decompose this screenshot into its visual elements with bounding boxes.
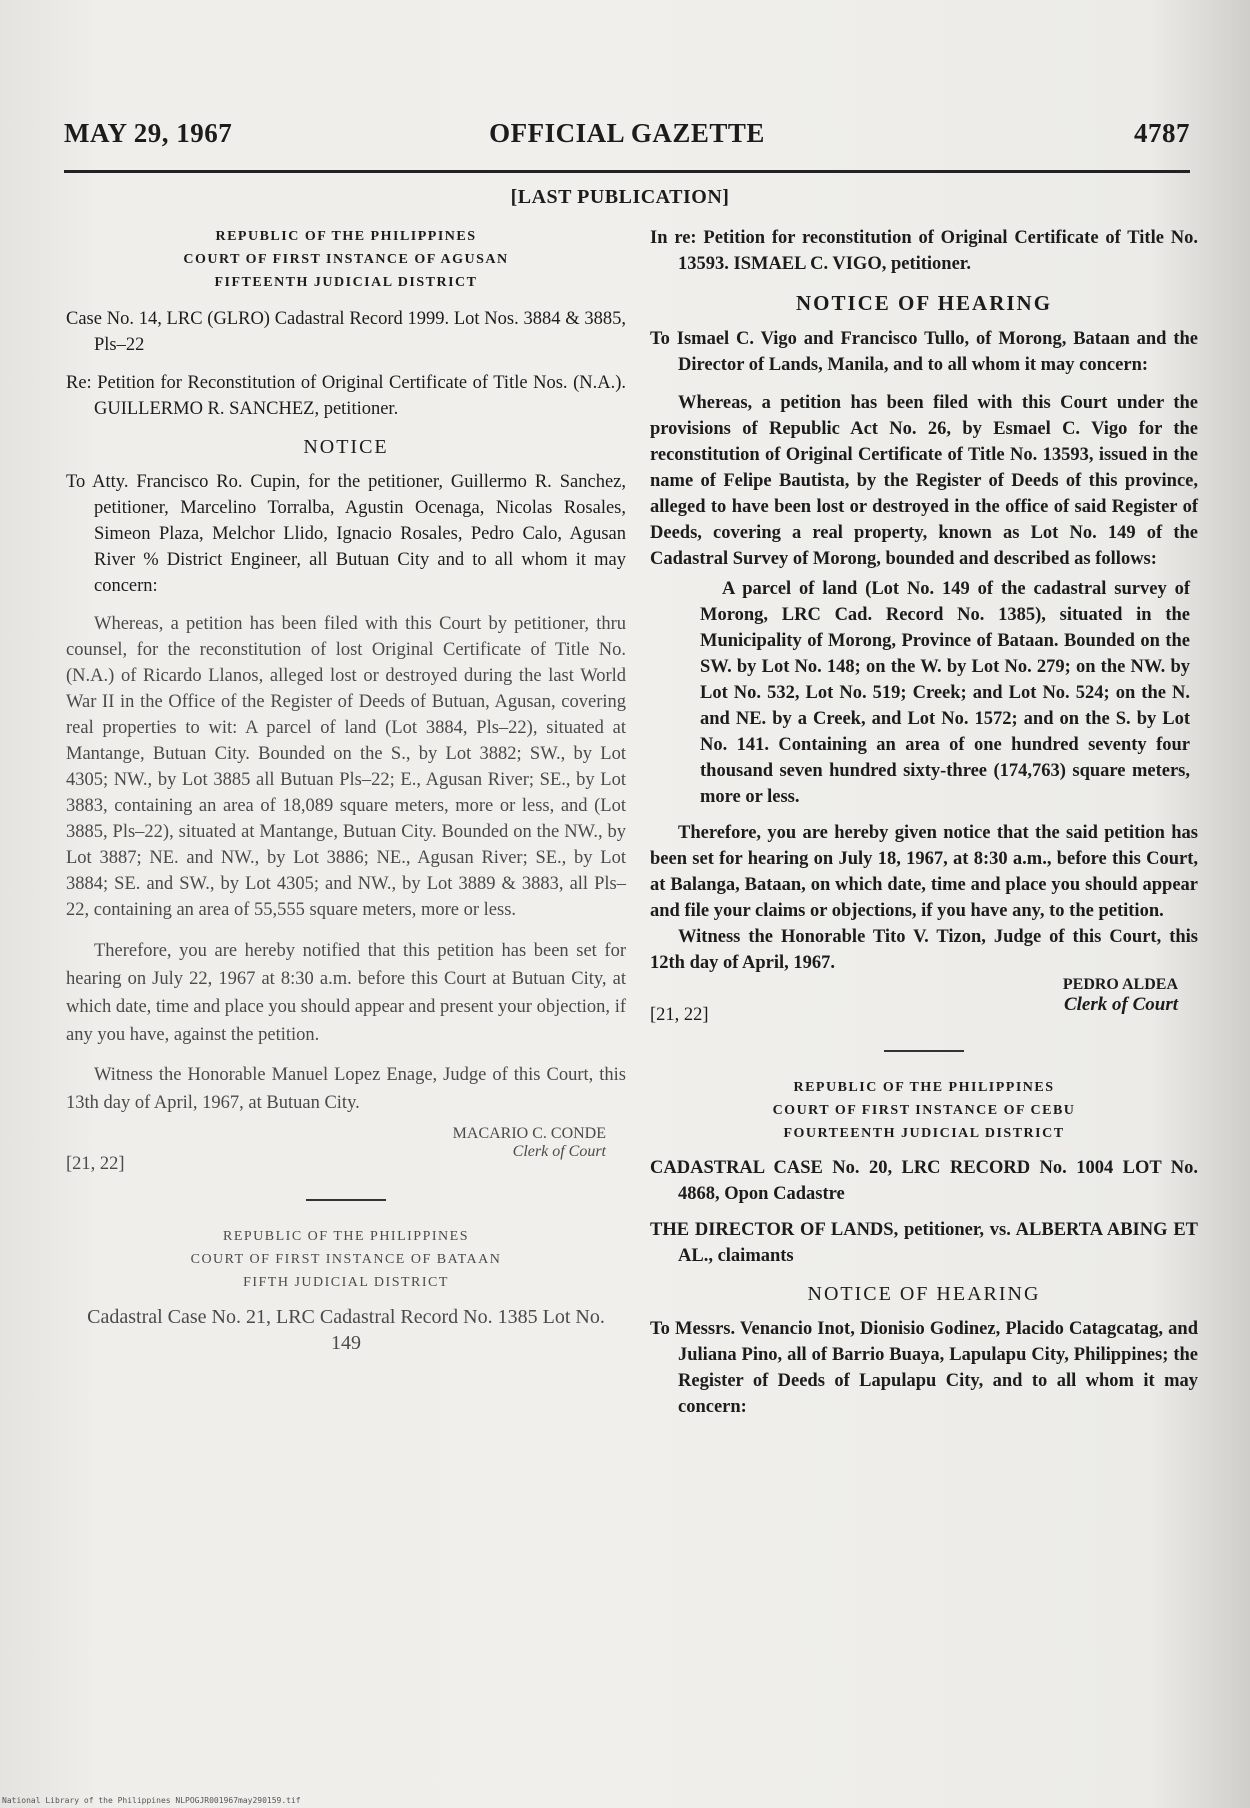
case-line-bataan: Cadastral Case No. 21, LRC Cadastral Record No. 1385 Lot No. 149	[87, 1306, 605, 1354]
notice-of-hearing-title-cebu: NOTICE OF HEARING	[807, 1283, 1041, 1305]
re-line: Re: Petition for Reconstitution of Original Certificate of Title Nos. (N.A.). GUILLERMO R. SANCHEZ, petitioner.	[66, 373, 626, 419]
case-line-cebu: CADASTRAL CASE No. 20, LRC RECORD No. 1004 LOT No. 4868, Opon Cadastre	[650, 1158, 1198, 1204]
therefore-paragraph-right: Therefore, you are hereby given notice that the said petition has been set for hearing on July 18, 1967, at 8:30 a.m., before this Court, at Balanga, Bataan, on which date, time and place you should appear and file your claims or objections, if you have any, to the petition.	[650, 823, 1198, 921]
scan-footer: National Library of the Philippines NLPOGJR001967may290159.tif	[2, 1796, 301, 1805]
court-heading-cebu	[650, 1076, 1198, 1145]
witness-paragraph: Witness the Honorable Manuel Lopez Enage, Judge of this Court, this 13th day of April, 1967, at Butuan City.	[66, 1065, 626, 1113]
court-line: REPUBLIC OF THE PHILIPPINES	[215, 229, 477, 244]
court-line: COURT OF FIRST INSTANCE OF CEBU	[772, 1103, 1076, 1118]
court-line: COURT OF FIRST INSTANCE OF AGUSAN	[183, 252, 509, 267]
addressees-cebu: To Messrs. Venancio Inot, Dionisio Godinez, Placido Catagcatag, and Juliana Pino, all of Barrio Buaya, Lapulapu City, Philippines; the Register of Deeds of Lapulapu City, and to all whom it may concern:	[650, 1319, 1198, 1417]
court-heading-agusan	[66, 225, 626, 294]
signer	[1063, 976, 1178, 1016]
case-line: Case No. 14, LRC (GLRO) Cadastral Record 1999. Lot Nos. 3884 & 3885, Pls–22	[66, 309, 626, 355]
parcel-description: A parcel of land (Lot No. 149 of the cadastral survey of Morong, LRC Cad. Record No. 1385), situated in the Municipality of Morong, Province of Bataan. Bounded on the SW. by Lot No. 148; on the W. by Lot No. 279; on the NW. by Lot No. 532, Lot No. 519; Creek; and Lot No. 524; on the N. and NE. by a Creek, and Lot No. 1572; and on the S. by Lot No. 141. Containing an area of one hundred seventy four thousand seven hundred sixty-three (174,763) square meters, more or less.	[700, 579, 1190, 807]
court-line: FOURTEENTH JUDICIAL DISTRICT	[783, 1126, 1065, 1141]
left-column	[66, 225, 626, 1356]
section-divider	[884, 1050, 964, 1052]
last-publication-banner: [LAST PUBLICATION]	[510, 186, 730, 208]
header-page-number: 4787	[1134, 118, 1190, 148]
right-column	[650, 225, 1198, 1420]
witness-paragraph-right: Witness the Honorable Tito V. Tizon, Judge of this Court, this 12th day of April, 1967.	[650, 927, 1198, 973]
parties-line: THE DIRECTOR OF LANDS, petitioner, vs. ALBERTA ABING ET AL., claimants	[650, 1220, 1198, 1266]
therefore-paragraph: Therefore, you are hereby notified that this petition has been set for hearing on July 22, 1967 at 8:30 a.m. before this Court at Butuan City, at which date, time and place you should appear and present your objection, if any you have, against the petition.	[66, 941, 626, 1045]
court-line: REPUBLIC OF THE PHILIPPINES	[793, 1080, 1055, 1095]
signer-title: Clerk of Court	[1063, 994, 1178, 1015]
whereas-paragraph: Whereas, a petition has been filed with this Court by petitioner, thru counsel, for the reconstitution of lost Original Certificate of Title No. (N.A.) of Ricardo Llanos, alleged lost or destroyed during the last World War II in the Office of the Register of Deeds of Butuan, Agusan, covering real properties to wit: A parcel of land (Lot 3884, Pls–22), situated at Mantange, Butuan City. Bounded on the S., by Lot 3882; SW., by Lot 4305; NW., by Lot 3885 all Butuan Pls–22; E., Agusan River; SE., by Lot 3883, containing an area of 18,089 square meters, more or less, and (Lot 3885, Pls–22), situated at Mantange, Butuan City. Bounded on the NW., by Lot 3887; NE. and NW., by Lot 3886; NE., Agusan River; SE., by Lot 3884; SE. and SW., by Lot 4305; and NW., by Lot 3889 & 3883, all Pls–22, containing an area of 55,555 square meters, more or less.	[66, 614, 626, 920]
publication-reference: [21, 22]	[66, 1154, 125, 1174]
page-header	[64, 118, 1190, 158]
signature-block-right	[650, 976, 1198, 1028]
header-date: MAY 29, 1967	[64, 118, 233, 148]
header-title: OFFICIAL GAZETTE	[489, 118, 765, 148]
addressees: To Atty. Francisco Ro. Cupin, for the petitioner, Guillermo R. Sanchez, petitioner, Marcelino Torralba, Agustin Ocenaga, Nicolas Rosales, Simeon Plaza, Melchor Llido, Ignacio Rosales, Pedro Calo, Agusan River % District Engineer, all Butuan City and to all whom it may concern:	[66, 472, 626, 596]
publication-reference: [21, 22]	[650, 1005, 709, 1025]
court-line: FIFTEENTH JUDICIAL DISTRICT	[214, 275, 478, 290]
whereas-paragraph-right: Whereas, a petition has been filed with this Court under the provisions of Republic Act No. 26, by Esmael C. Vigo for the reconstitution of Original Certificate of Title No. 13593, issued in the name of Felipe Bautista, by the Register of Deeds of this province, alleged to have been lost or destroyed in the office of said Register of Deeds, covering a real property, known as Lot No. 149 of the Cadastral Survey of Morong, bounded and described as follows:	[650, 393, 1198, 569]
notice-title: NOTICE	[303, 436, 389, 458]
court-line: FIFTH JUDICIAL DISTRICT	[243, 1275, 449, 1290]
signature-block	[66, 1125, 626, 1177]
court-line: COURT OF FIRST INSTANCE OF BATAAN	[190, 1252, 502, 1267]
signer-name: PEDRO ALDEA	[1062, 976, 1178, 993]
in-re-line: In re: Petition for reconstitution of Original Certificate of Title No. 13593. ISMAEL C. VIGO, petitioner.	[650, 228, 1198, 274]
section-divider	[306, 1199, 386, 1201]
court-line: REPUBLIC OF THE PHILIPPINES	[223, 1229, 469, 1244]
addressees-right: To Ismael C. Vigo and Francisco Tullo, of Morong, Bataan and the Director of Lands, Manila, and to all whom it may concern:	[650, 329, 1198, 375]
signer	[453, 1125, 606, 1161]
signer-name: MACARIO C. CONDE	[452, 1125, 606, 1142]
court-heading-bataan	[66, 1225, 626, 1294]
signer-title: Clerk of Court	[512, 1143, 606, 1160]
notice-of-hearing-title: NOTICE OF HEARING	[795, 291, 1053, 315]
header-rule	[64, 170, 1190, 173]
